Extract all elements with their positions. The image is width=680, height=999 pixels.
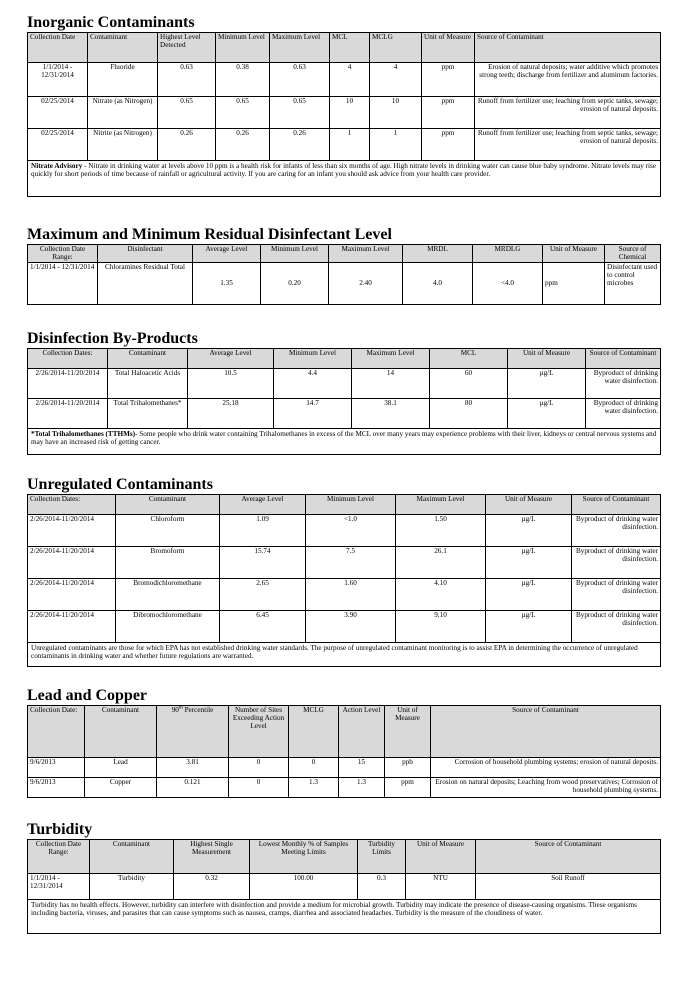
table-cell: 2/26/2014-11/20/2014 bbox=[28, 547, 116, 579]
table-cell: 02/25/2014 bbox=[28, 97, 88, 129]
lead-table bbox=[27, 705, 661, 798]
col-header: Number of Sites Exceeding Action Level bbox=[229, 706, 289, 758]
table-cell: 0.38 bbox=[216, 63, 270, 97]
lead-section bbox=[27, 687, 660, 798]
table-cell: 9/6/2013 bbox=[28, 758, 85, 778]
table-cell: Dibromochloromethane bbox=[116, 611, 220, 643]
col-header: Minimum Level bbox=[216, 33, 270, 63]
note-label: Nitrate Advisory bbox=[31, 162, 83, 170]
col-header: Maximum Level bbox=[329, 245, 403, 263]
tthm-note-row bbox=[28, 429, 661, 455]
table-cell: 6.45 bbox=[220, 611, 306, 643]
col-header: MCL bbox=[430, 349, 508, 369]
col-header: Maximum Level bbox=[396, 495, 486, 515]
table-cell: 4.4 bbox=[274, 369, 352, 399]
table-cell: 1.09 bbox=[220, 515, 306, 547]
table-cell: Byproduct of drinking water disinfection. bbox=[586, 399, 661, 429]
table-cell: 80 bbox=[430, 399, 508, 429]
table-cell: Erosion on natural deposits; Leaching from wood preservatives; Corrosion of household plumbing systems. bbox=[431, 778, 661, 798]
table-cell: 10.5 bbox=[188, 369, 274, 399]
col-header: Minimum Level bbox=[306, 495, 396, 515]
table-row bbox=[28, 874, 661, 900]
col-header: Source of Contaminant bbox=[586, 349, 661, 369]
table-cell: Runoff from fertilizer use; leaching from septic tanks, sewage; erosion of natural deposits. bbox=[475, 129, 661, 161]
disinfectant-table bbox=[27, 244, 661, 305]
lead-header-row bbox=[28, 706, 661, 758]
col-header: Maximum Level bbox=[270, 33, 330, 63]
col-header: Average Level bbox=[193, 245, 261, 263]
turbidity-header-row bbox=[28, 840, 661, 874]
table-cell: 4 bbox=[370, 63, 422, 97]
table-cell: 3.81 bbox=[157, 758, 229, 778]
inorganic-section bbox=[27, 14, 660, 197]
table-cell: Bromodichloromethane bbox=[116, 579, 220, 611]
col-header: Action Level bbox=[339, 706, 385, 758]
byproducts-title: Disinfection By-Products bbox=[27, 330, 198, 347]
table-cell: 1.50 bbox=[396, 515, 486, 547]
percentile-number: 90 bbox=[171, 706, 179, 714]
table-cell: Erosion of natural deposits; water additive which promotes strong teeth; discharge from fertilizer and aluminum factories. bbox=[475, 63, 661, 97]
disinfectant-header-row bbox=[28, 245, 661, 263]
nitrate-advisory bbox=[28, 161, 661, 197]
inorganic-title: Inorganic Contaminants bbox=[27, 14, 195, 31]
col-header: Average Level bbox=[188, 349, 274, 369]
col-header: Source of Contaminant bbox=[476, 840, 661, 874]
table-cell: Byproduct of drinking water disinfection. bbox=[586, 369, 661, 399]
table-cell: 1/1/2014 - 12/31/2014 bbox=[28, 874, 90, 900]
unregulated-note-row bbox=[28, 643, 661, 667]
table-cell: 2/26/2014-11/20/2014 bbox=[28, 515, 116, 547]
table-cell: 0.63 bbox=[270, 63, 330, 97]
table-cell: µg/L bbox=[486, 515, 572, 547]
table-cell: 0.26 bbox=[216, 129, 270, 161]
table-cell: 15 bbox=[339, 758, 385, 778]
unregulated-section bbox=[27, 476, 660, 667]
table-cell: 02/25/2014 bbox=[28, 129, 88, 161]
col-header: MCL bbox=[330, 33, 370, 63]
col-header: MRDL bbox=[403, 245, 473, 263]
table-cell: 1.3 bbox=[289, 778, 339, 798]
table-cell: 3.90 bbox=[306, 611, 396, 643]
col-header: Contaminant bbox=[116, 495, 220, 515]
unregulated-table bbox=[27, 494, 661, 667]
table-cell: 14 bbox=[352, 369, 430, 399]
table-cell: 60 bbox=[430, 369, 508, 399]
table-cell: 0.3 bbox=[358, 874, 406, 900]
col-header: Contaminant bbox=[90, 840, 174, 874]
note-label: *Total Trihalomethanes (TTHMs) bbox=[31, 430, 136, 438]
table-cell: 2/26/2014-11/20/2014 bbox=[28, 369, 108, 399]
disinfectant-section bbox=[27, 226, 660, 305]
col-header: Source of Contaminant bbox=[431, 706, 661, 758]
col-header: Average Level bbox=[220, 495, 306, 515]
table-cell: 10 bbox=[330, 97, 370, 129]
table-cell: 9.10 bbox=[396, 611, 486, 643]
inorganic-table bbox=[27, 32, 661, 197]
percentile-label: Percentile bbox=[182, 706, 214, 714]
table-cell: 1 bbox=[330, 129, 370, 161]
table-cell: 0 bbox=[229, 758, 289, 778]
col-header: Collection Date Range: bbox=[28, 245, 98, 263]
table-cell: 4.10 bbox=[396, 579, 486, 611]
table-row bbox=[28, 611, 661, 643]
byproducts-table bbox=[27, 348, 661, 455]
table-row bbox=[28, 399, 661, 429]
table-cell: 10 bbox=[370, 97, 422, 129]
table-cell: 14.7 bbox=[274, 399, 352, 429]
table-cell: 38.1 bbox=[352, 399, 430, 429]
col-header: Highest Single Measurement bbox=[174, 840, 250, 874]
table-cell: Soil Runoff bbox=[476, 874, 661, 900]
table-cell: Total Haloacetic Acids bbox=[108, 369, 188, 399]
table-cell: NTU bbox=[406, 874, 476, 900]
table-cell: Chloroform bbox=[116, 515, 220, 547]
tthm-note bbox=[28, 429, 661, 455]
col-header: Source of Contaminant bbox=[572, 495, 661, 515]
table-cell: Corrosion of household plumbing systems; erosion of natural deposits. bbox=[431, 758, 661, 778]
col-header: Unit of Measure bbox=[486, 495, 572, 515]
col-header: Contaminant bbox=[108, 349, 188, 369]
table-cell: Byproduct of drinking water disinfection. bbox=[572, 579, 661, 611]
table-cell: 7.5 bbox=[306, 547, 396, 579]
col-header: Turbidity Limits bbox=[358, 840, 406, 874]
table-cell: 2.65 bbox=[220, 579, 306, 611]
col-header: Collection Dates: bbox=[28, 495, 116, 515]
byproducts-section bbox=[27, 330, 660, 455]
col-header: Source of Contaminant bbox=[475, 33, 661, 63]
table-cell: 0.20 bbox=[261, 263, 329, 305]
note-text: - Some people who drink water containing Trihalomethanes in excess of the MCL over many years may experience problems with their liver, kidneys or central nervous systems and may have an increased risk of getting cancer. bbox=[31, 430, 657, 447]
col-header: Lowest Monthly % of Samples Meeting Limits bbox=[250, 840, 358, 874]
table-cell: <1.0 bbox=[306, 515, 396, 547]
table-row bbox=[28, 369, 661, 399]
col-header: MCLG bbox=[289, 706, 339, 758]
col-header: Contaminant bbox=[85, 706, 157, 758]
table-cell: Bromoform bbox=[116, 547, 220, 579]
table-cell: Total Trihalomethanes* bbox=[108, 399, 188, 429]
table-row bbox=[28, 515, 661, 547]
table-cell: 0 bbox=[229, 778, 289, 798]
table-cell: Byproduct of drinking water disinfection. bbox=[572, 547, 661, 579]
byproducts-header-row bbox=[28, 349, 661, 369]
col-header: Maximum Level bbox=[352, 349, 430, 369]
table-cell: 2/26/2014-11/20/2014 bbox=[28, 579, 116, 611]
table-cell: Disinfectant used to control microbes bbox=[605, 263, 661, 305]
table-cell: 1.35 bbox=[193, 263, 261, 305]
table-cell: 0.32 bbox=[174, 874, 250, 900]
col-header: Contaminant bbox=[88, 33, 158, 63]
nitrate-advisory-row bbox=[28, 161, 661, 197]
table-cell: 26.1 bbox=[396, 547, 486, 579]
table-cell: 2/26/2014-11/20/2014 bbox=[28, 399, 108, 429]
table-cell: ppb bbox=[385, 758, 431, 778]
table-cell: Byproduct of drinking water disinfection. bbox=[572, 515, 661, 547]
col-header: Unit of Measure bbox=[543, 245, 605, 263]
table-row bbox=[28, 129, 661, 161]
table-cell: µg/L bbox=[508, 369, 586, 399]
lead-title: Lead and Copper bbox=[27, 687, 148, 704]
col-header: Collection Date bbox=[28, 33, 88, 63]
table-cell: 100.00 bbox=[250, 874, 358, 900]
col-header: Minimum Level bbox=[261, 245, 329, 263]
table-cell: 25.18 bbox=[188, 399, 274, 429]
col-header: Unit of Measure bbox=[422, 33, 475, 63]
table-row bbox=[28, 263, 661, 305]
turbidity-section bbox=[27, 821, 660, 934]
table-cell: 0.65 bbox=[270, 97, 330, 129]
table-cell: 0.26 bbox=[270, 129, 330, 161]
unregulated-header-row bbox=[28, 495, 661, 515]
col-header: Minimum Level bbox=[274, 349, 352, 369]
table-cell: Turbidity bbox=[90, 874, 174, 900]
table-row bbox=[28, 778, 661, 798]
table-cell: 0.65 bbox=[158, 97, 216, 129]
table-cell: ppm bbox=[543, 263, 605, 305]
table-cell: 15.74 bbox=[220, 547, 306, 579]
table-cell: 1/1/2014 - 12/31/2014 bbox=[28, 63, 88, 97]
table-cell: Chloramines Residual Total bbox=[98, 263, 193, 305]
col-header: Collection Date Range: bbox=[28, 840, 90, 874]
percentile-suffix: th bbox=[178, 705, 183, 711]
table-cell: 2/26/2014-11/20/2014 bbox=[28, 611, 116, 643]
table-cell: ppm bbox=[385, 778, 431, 798]
col-header: Source of Chemical bbox=[605, 245, 661, 263]
table-cell: <4.0 bbox=[473, 263, 543, 305]
table-cell: 0.63 bbox=[158, 63, 216, 97]
table-cell: 1.60 bbox=[306, 579, 396, 611]
table-cell: Byproduct of drinking water disinfection. bbox=[572, 611, 661, 643]
table-cell: 9/6/2013 bbox=[28, 778, 85, 798]
table-cell: µg/L bbox=[486, 611, 572, 643]
turbidity-note: Turbidity has no health effects. However, turbidity can interfere with disinfection and provide a medium for microbial growth. Turbidity may indicate the presence of disease-causing organisms. These organisms including bacteria, viruses, and parasites that can cause symptoms such as nausea, cramps, diarrhea and associated headaches. Turbidity is the measure of the cloudiness of water. bbox=[28, 900, 661, 934]
table-cell: Nitrite (as Nitrogen) bbox=[88, 129, 158, 161]
table-cell: Nitrate (as Nitrogen) bbox=[88, 97, 158, 129]
col-header bbox=[157, 706, 229, 758]
table-row bbox=[28, 579, 661, 611]
table-cell: Runoff from fertilizer use; leaching from septic tanks, sewage; erosion of natural deposits. bbox=[475, 97, 661, 129]
col-header: Unit of Measure bbox=[508, 349, 586, 369]
turbidity-title: Turbidity bbox=[27, 821, 93, 838]
table-cell: Lead bbox=[85, 758, 157, 778]
col-header: Unit of Measure bbox=[406, 840, 476, 874]
table-cell: 0 bbox=[289, 758, 339, 778]
table-cell: µg/L bbox=[486, 547, 572, 579]
table-row bbox=[28, 63, 661, 97]
table-cell: 2.40 bbox=[329, 263, 403, 305]
table-cell: 4.0 bbox=[403, 263, 473, 305]
col-header: Highest Level Detected bbox=[158, 33, 216, 63]
table-cell: µg/L bbox=[486, 579, 572, 611]
table-cell: Copper bbox=[85, 778, 157, 798]
col-header: Collection Date: bbox=[28, 706, 85, 758]
table-cell: ppm bbox=[422, 97, 475, 129]
col-header: Collection Dates: bbox=[28, 349, 108, 369]
table-cell: µg/L bbox=[508, 399, 586, 429]
table-cell: 0.65 bbox=[216, 97, 270, 129]
col-header: Disinfectant bbox=[98, 245, 193, 263]
table-cell: 1 bbox=[370, 129, 422, 161]
table-row bbox=[28, 758, 661, 778]
inorganic-header-row bbox=[28, 33, 661, 63]
col-header: Unit of Measure bbox=[385, 706, 431, 758]
turbidity-table bbox=[27, 839, 661, 934]
table-row bbox=[28, 97, 661, 129]
table-cell: ppm bbox=[422, 63, 475, 97]
table-cell: 0.121 bbox=[157, 778, 229, 798]
table-cell: 1.3 bbox=[339, 778, 385, 798]
table-cell: Fluoride bbox=[88, 63, 158, 97]
note-text: - Nitrate in drinking water at levels above 10 ppm is a health risk for infants of less than six months of age. High nitrate levels in drinking water can cause blue baby syndrome. Nitrate levels may rise quickly for short periods of time because of rainfall or agricultural activity. If you are caring for an infant you should ask advice from your health care provider. bbox=[31, 162, 656, 179]
table-row bbox=[28, 547, 661, 579]
col-header: MRDLG bbox=[473, 245, 543, 263]
col-header: MCLG bbox=[370, 33, 422, 63]
unregulated-title: Unregulated Contaminants bbox=[27, 476, 213, 493]
unregulated-note: Unregulated contaminants are those for which EPA has not established drinking water standards. The purpose of unregulated contaminant monitoring is to assist EPA in determining the occurrence of unregulated contaminants in drinking water and whether future regulations are warranted. bbox=[28, 643, 661, 667]
table-cell: 0.26 bbox=[158, 129, 216, 161]
turbidity-note-row bbox=[28, 900, 661, 934]
table-cell: 4 bbox=[330, 63, 370, 97]
disinfectant-title: Maximum and Minimum Residual Disinfectant Level bbox=[27, 226, 392, 243]
table-cell: ppm bbox=[422, 129, 475, 161]
table-cell: 1/1/2014 - 12/31/2014 bbox=[28, 263, 98, 305]
